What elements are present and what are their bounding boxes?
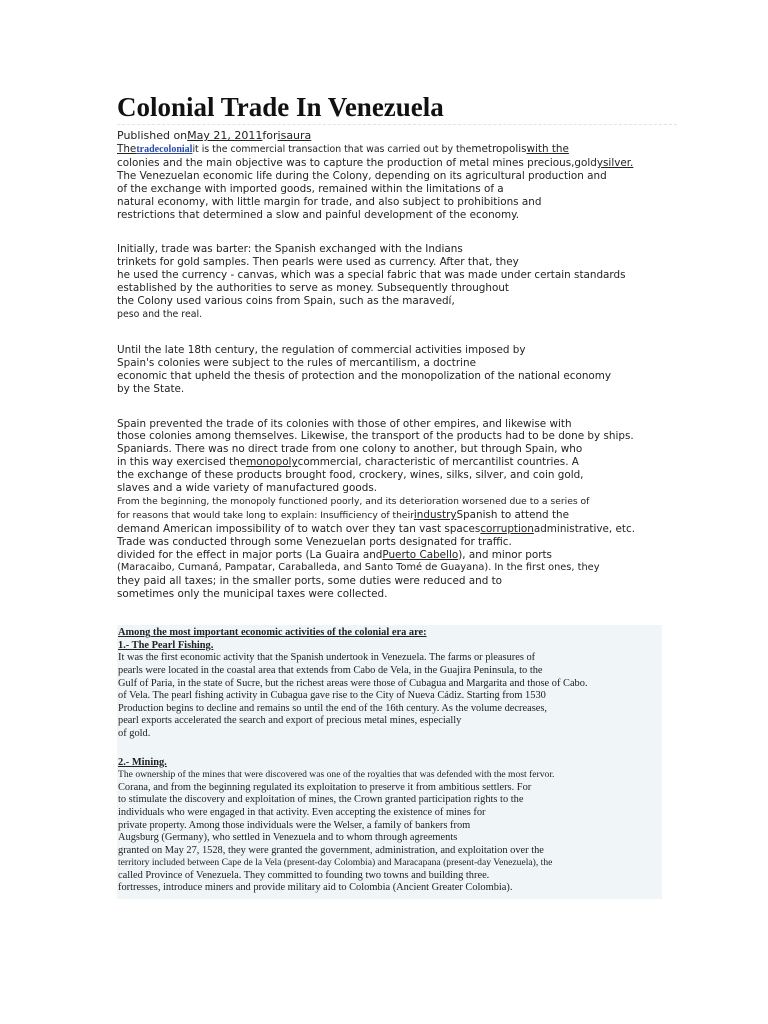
text-line: ), and minor ports [458, 548, 552, 561]
spacer [117, 396, 677, 418]
text-line: Spain prevented the trade of its colonies with those of other empires, and likewise with [117, 417, 572, 430]
text-line: slaves and a wide variety of manufactured goods. [117, 482, 378, 495]
text-line: It was the first economic activity that the Spanish undertook in Venezuela. The farms or pleasures of [118, 652, 536, 664]
text-line: pearls were located in the coastal area that extends from Cabo de Vela, in the Guajira Peninsula, to the [118, 664, 543, 676]
text-line: called Province of Venezuela. They committed to founding two towns and building three. [118, 869, 490, 881]
text-line: Production begins to decline and remains so until the end of the 16th century. As the volume decreases, [118, 702, 547, 714]
author-link[interactable]: isaura [277, 129, 312, 142]
intro-paragraph [117, 143, 677, 170]
text-line: established by the authorities to serve as money. Subsequently throughout [117, 282, 509, 295]
text-line: fortresses, introduce miners and provide military aid to Colombia (Ancient Greater Colombia). [118, 882, 513, 894]
text-line: restrictions that determined a slow and painful development of the economy. [117, 208, 520, 221]
text-line: commercial, characteristic of mercantilist countries. A [297, 456, 579, 469]
text-line: divided for the effect in major ports (La Guaira and [117, 548, 383, 561]
text-line: Until the late 18th century, the regulation of commercial activities imposed by [117, 343, 526, 356]
intro-the: The [117, 143, 137, 155]
text-line: to stimulate the discovery and exploitation of mines, the Crown granted participation rights to the [118, 794, 524, 806]
text-line: Trade was conducted through some Venezuelan ports designated for traffic. [117, 535, 512, 548]
mining-title: 2.- Mining. [118, 756, 167, 768]
text-line: The Venezuelan economic life during the Colony, depending on its agricultural production and [117, 169, 607, 182]
text-line: economic that upheld the thesis of protection and the monopolization of the national economy [117, 369, 612, 382]
text-line: Spain's colonies were subject to the rules of mercantilism, a doctrine [117, 356, 476, 369]
text-line: From the beginning, the monopoly functioned poorly, and its deterioration worsened due to a series of [117, 495, 590, 507]
metropolis-text: metropolis [471, 143, 527, 155]
text-line: tan vast spaces [398, 522, 481, 535]
text-line: pearl exports accelerated the search and export of precious metal mines, especially [118, 715, 462, 727]
spacer [117, 322, 677, 344]
paragraph-mercantilism [117, 344, 677, 396]
industry-link[interactable]: industry [413, 508, 457, 521]
silver-text: silver. [603, 156, 634, 169]
text-line: natural economy, with little margin for trade, and also subject to prohibitions and [117, 195, 542, 208]
text-line: individuals who were engaged in that activity. Even accepting the existence of mines for [118, 806, 486, 818]
text-line: Corana, and from the beginning regulated its exploitation to preserve it from ambitious settlers. For [118, 781, 532, 793]
pearl-fishing-title: 1.- The Pearl Fishing. [118, 639, 214, 651]
puerto-cabello-link[interactable]: Puerto Cabello [382, 548, 459, 561]
text-line: they [372, 522, 396, 535]
text-line: Initially, trade was barter: the Spanish exchanged with the Indians [117, 243, 463, 256]
text-line: territory included between Cape de la Vela (present-day Colombia) and Maracapana (present-day Venezuela), the [118, 857, 553, 869]
text-line: of Vela. The pearl fishing activity in Cubagua gave rise to the City of Nueva Cádiz. Starting from 1530 [118, 690, 546, 702]
paragraph-barter [117, 243, 677, 321]
text-line: administrative, etc. [533, 522, 636, 535]
text-line: The ownership of the mines that were discovered was one of the royalties that was defended with the most fervor. [118, 769, 555, 781]
published-label: Published on [117, 129, 188, 142]
text-line: private property. Among those individuals were the Welser, a family of bankers from [118, 819, 471, 831]
intro-line1: it is the commercial transaction that was carried out by the [192, 144, 472, 155]
pearl-fishing-text [118, 652, 658, 740]
spacer [117, 221, 677, 243]
y-text: y [596, 156, 604, 169]
trade-colonial-link[interactable]: tradecolonial [136, 144, 193, 155]
gold-text: gold [574, 156, 597, 169]
text-line: sometimes only the municipal taxes were collected. [117, 588, 388, 601]
text-line: demand American impossibility of to watch over [117, 522, 369, 535]
text-line: Spanish to attend the [456, 508, 569, 521]
text-line: trinkets for gold samples. Then pearls were used as currency. After that, they [117, 256, 519, 269]
monopoly-link[interactable]: monopoly [246, 456, 298, 469]
text-line: they paid all taxes; in the smaller ports, some duties were reduced and to [117, 575, 503, 588]
paragraph-monopoly [117, 418, 677, 495]
spacer [118, 741, 658, 757]
text-line: those colonies among themselves. Likewise, the transport of the products had to be done by ships. [117, 430, 634, 443]
text-line: for reasons that would take long to explain: Insufficiency of their [117, 509, 414, 521]
text-line: of gold. [118, 727, 151, 739]
title-divider [117, 124, 677, 125]
text-line: granted on May 27, 1528, they were granted the government, administration, and exploitation over the [118, 844, 544, 856]
activities-heading: Among the most important economic activities of the colonial era are: [118, 627, 427, 639]
for-label: for [262, 129, 278, 142]
text-line: peso and the real. [117, 308, 203, 320]
text-line: of the exchange with imported goods, remained within the limitations of a [117, 182, 504, 195]
paragraph-economy [117, 170, 677, 222]
text-line: Augsburg (Germany), who settled in Venezuela and to whom through agreements [118, 832, 458, 844]
corruption-link[interactable]: corruption [480, 522, 534, 535]
text-line: in this way exercised the [117, 456, 247, 469]
text-line: Spaniards. There was no direct trade from one colony to another, but through Spain, who [117, 443, 583, 456]
document-page [117, 90, 677, 899]
text-line: (Maracaibo, Cumaná, Pampatar, Caraballeda, and Santo Tomé de Guayana). In the first ones, they [117, 562, 600, 574]
activities-box [117, 625, 662, 899]
text-line: he used the currency - canvas, which was a special fabric that was made under certain standards [117, 269, 626, 282]
paragraph-ports [117, 495, 677, 601]
publish-date-link[interactable]: May 21, 2011 [187, 129, 263, 142]
text-line: Gulf of Paria, in the state of Sucre, but the richest areas were those of Cubagua and Margarita and those of Cabo. [118, 677, 588, 689]
page-title: Colonial Trade In Venezuela [117, 92, 444, 122]
publish-meta [117, 129, 677, 143]
mining-text [118, 769, 658, 895]
text-line: by the State. [117, 382, 185, 395]
text-line: the Colony used various coins from Spain, such as the maravedí, [117, 295, 455, 308]
with-the-text: with the [526, 143, 569, 155]
intro-line2: colonies and the main objective was to capture the production of metal mines precious, [117, 156, 575, 169]
text-line: the exchange of these products brought food, crockery, wines, silks, silver, and coin gold, [117, 469, 584, 482]
